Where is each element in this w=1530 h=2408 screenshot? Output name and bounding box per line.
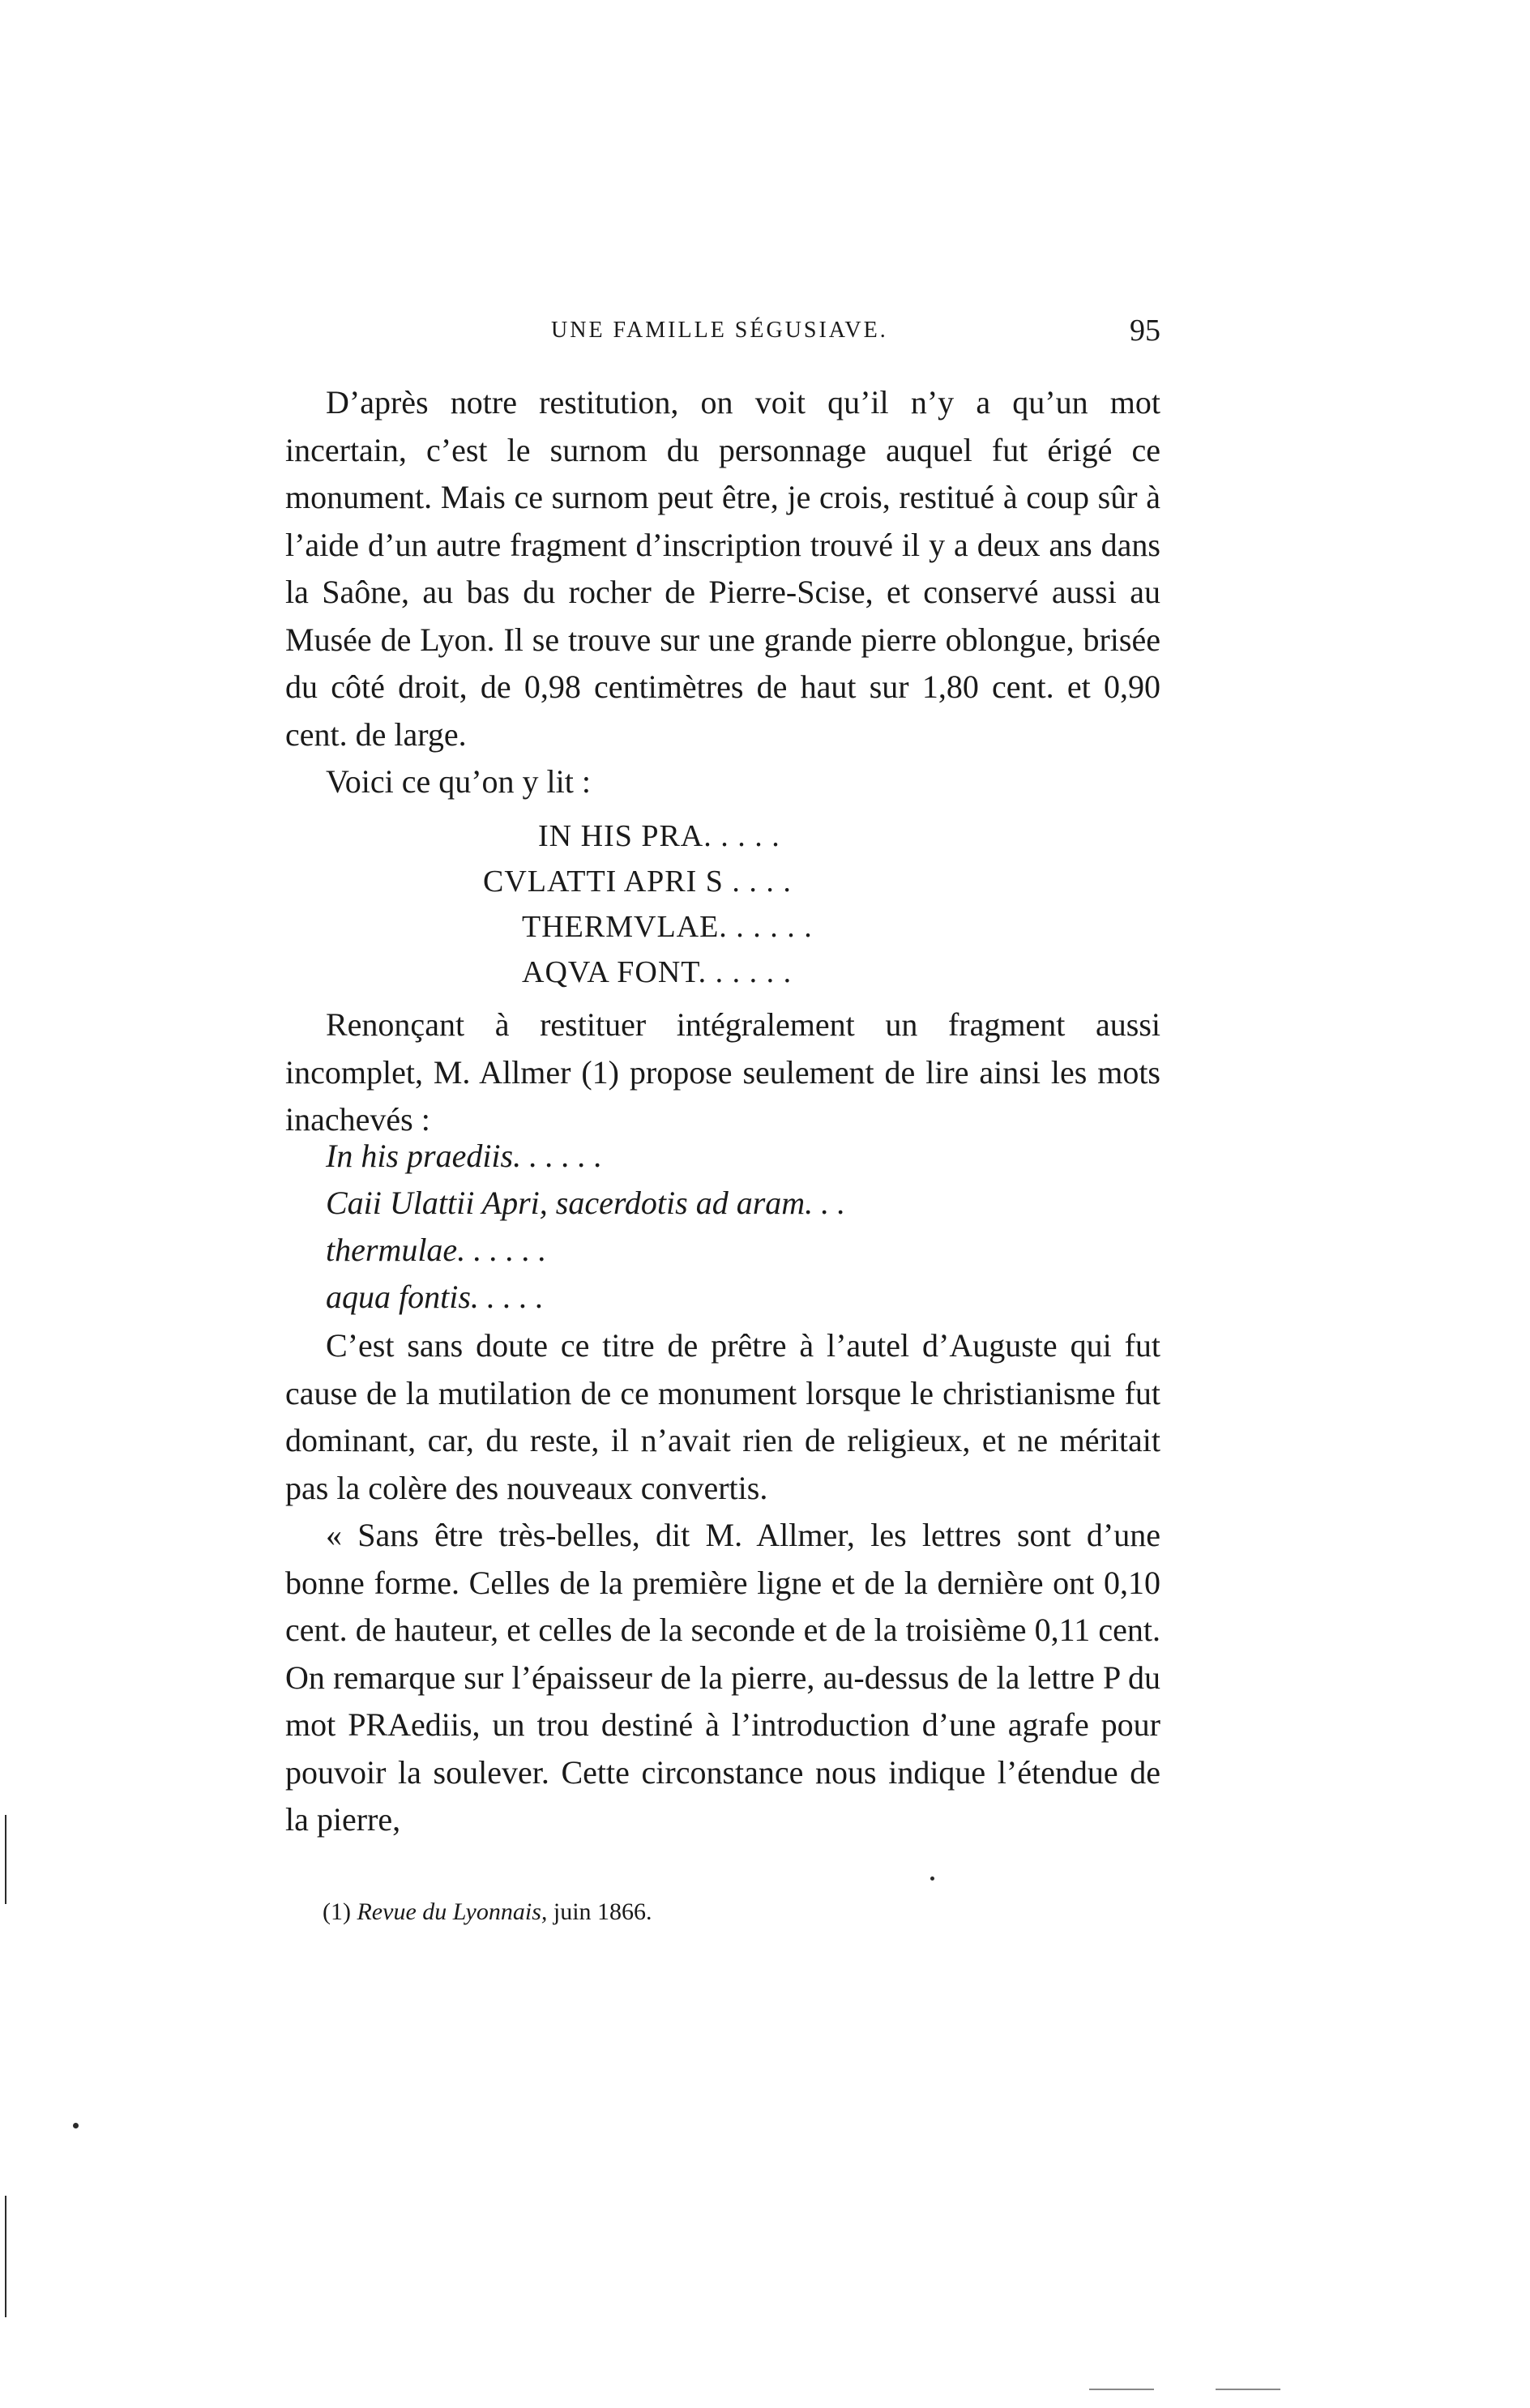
latin-line: thermulae. . . . . . (326, 1232, 547, 1268)
scan-margin-mark (5, 1815, 6, 1904)
latin-line: aqua fontis. . . . . (326, 1279, 544, 1315)
scan-edge-mark (1216, 2389, 1280, 2390)
latin-restitution (326, 1133, 845, 1321)
running-title: UNE FAMILLE SÉGUSIAVE. (551, 318, 888, 343)
paragraph-allmer-quote: « Sans être très-belles, dit M. Allmer, les lettres sont d’une bonne forme. Celles de la première ligne et de la dernière ont 0,10 cent. de hauteur, et celles de la seconde et de la troisième 0,11 cent. On remarque sur l’épaisseur de la pierre, au-dessus de la lettre P du mot PRAediis, un trou destiné à l’introduction d’une agrafe pour pouvoir la soulever. Cette circonstance nous indique l’étendue de la pierre, (285, 1517, 1160, 1838)
footnote-number: (1) (323, 1898, 351, 1925)
paragraph-pretre: C’est sans doute ce titre de prêtre à l’autel d’Auguste qui fut cause de la mutilation de ce monument lorsque le christianisme fut dominant, car, du reste, il n’avait rien de religieux, et ne méritait pas la colère des nouveaux convertis. (285, 1327, 1160, 1506)
footnote-date: juin 1866. (553, 1898, 652, 1925)
inscription-line: IN HIS PRA. . . . . (538, 819, 780, 853)
latin-line: Caii Ulattii Apri, sacerdotis ad aram. . . (326, 1185, 846, 1221)
inscription-line: CVLATTI APRI S . . . . (483, 865, 792, 899)
scan-margin-mark (5, 2196, 6, 2317)
scan-speck (73, 2123, 79, 2128)
inscription-line: AQVA FONT. . . . . . (522, 955, 793, 989)
paragraph-voici: Voici ce qu’on y lit : (326, 763, 591, 800)
footnote (323, 1898, 652, 1926)
inscription-line: THERMVLAE. . . . . . (522, 910, 813, 944)
scan-speck (930, 1876, 934, 1881)
latin-line: In his praediis. . . . . . (326, 1138, 603, 1174)
paragraph-renoncant: Renonçant à restituer intégralement un fragment aussi incomplet, M. Allmer (1) propose seulement de lire ainsi les mots inachevés : (285, 1006, 1160, 1138)
running-head (285, 314, 1160, 366)
scan-edge-mark (1089, 2389, 1154, 2390)
footnote-source: Revue du Lyonnais, (357, 1898, 548, 1925)
page-number: 95 (1130, 314, 1160, 348)
paragraph-restitution: D’après notre restitution, on voit qu’il n’y a qu’un mot incertain, c’est le surnom du personnage auquel fut érigé ce monument. Mais ce surnom peut être, je crois, restitué à coup sûr à l’aide d’un autre fragment d’inscription trouvé il y a deux ans dans la Saône, au bas du rocher de Pierre-Scise, et conservé aussi au Musée de Lyon. Il se trouve sur une grande pierre oblongue, brisée du côté droit, de 0,98 centimètres de haut sur 1,80 cent. et 0,90 cent. de large. (285, 384, 1160, 753)
